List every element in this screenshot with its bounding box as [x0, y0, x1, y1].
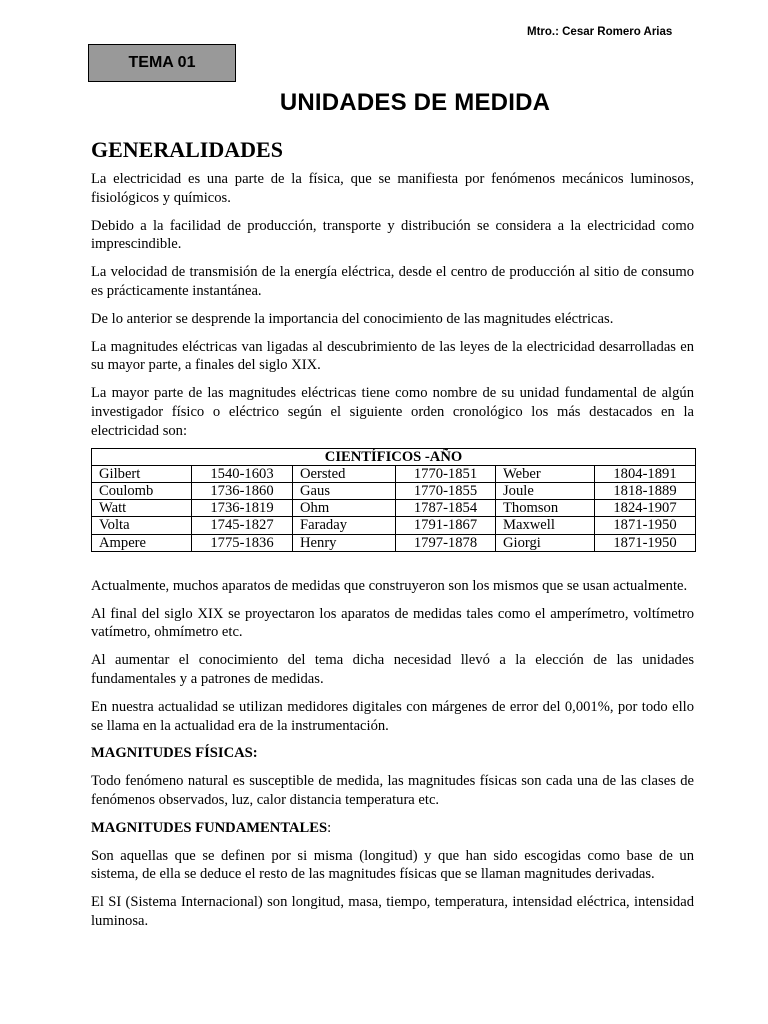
table-row [92, 482, 696, 499]
years-cell: 1787-1854 [396, 500, 496, 517]
scientist-name-cell: Giorgi [496, 534, 595, 551]
paragraph: De lo anterior se desprende la importancia del conocimiento de las magnitudes eléctricas. [91, 310, 614, 327]
subheading-magnitudes-fundamentales [91, 819, 694, 838]
topic-label: TEMA 01 [88, 44, 236, 82]
paragraph: La velocidad de transmisión de la energía eléctrica, desde el centro de producción al sitio de consumo es prácticamente instantánea. [91, 264, 694, 299]
years-cell: 1736-1860 [192, 482, 293, 499]
years-cell: 1871-1950 [595, 517, 696, 534]
scientist-name-cell: Henry [293, 534, 396, 551]
scientist-name-cell: Coulomb [92, 482, 192, 499]
subheading-colon: : [327, 819, 332, 836]
document-body [91, 136, 694, 940]
scientist-name-cell: Weber [496, 465, 595, 482]
scientist-name-cell: Ampere [92, 534, 192, 551]
paragraph: Actualmente, muchos aparatos de medidas que construyeron son los mismos que se usan actualmente. [91, 577, 688, 594]
table-header: CIENTÍFICOS -AÑO [92, 448, 696, 465]
years-cell: 1770-1855 [396, 482, 496, 499]
table-row [92, 534, 696, 551]
table-header-row [92, 448, 696, 465]
scientist-name-cell: Faraday [293, 517, 396, 534]
paragraph: Al final del siglo XIX se proyectaron los aparatos de medidas tales como el amperímetro, voltímetro vatímetro, ohmímetro etc. [91, 605, 694, 641]
years-cell: 1818-1889 [595, 482, 696, 499]
years-cell: 1745-1827 [192, 517, 293, 534]
paragraph: La electricidad es una parte de la física, que se manifiesta por fenómenos mecánicos luminosos, fisiológicos y químicos. [91, 171, 694, 206]
paragraph: Debido a la facilidad de producción, transporte y distribución se considera a la electricidad como imprescindible. [91, 217, 694, 253]
subheading-text: MAGNITUDES FUNDAMENTALES [91, 819, 328, 836]
years-cell: 1770-1851 [396, 465, 496, 482]
scientists-table [91, 448, 696, 552]
paragraph: En nuestra actualidad se utilizan medidores digitales con márgenes de error del 0,001%, por todo ello se llama en la actualidad era de la instrumentación. [91, 698, 694, 734]
scientist-name-cell: Volta [92, 517, 192, 534]
paragraph: Al aumentar el conocimiento del tema dicha necesidad llevó a la elección de las unidades fundamentales y a patrones de medidas. [91, 652, 694, 687]
table-row [92, 517, 696, 534]
table-row [92, 500, 696, 517]
years-cell: 1804-1891 [595, 465, 696, 482]
years-cell: 1775-1836 [192, 534, 293, 551]
years-cell: 1797-1878 [396, 534, 496, 551]
subheading-magnitudes-fisicas: MAGNITUDES FÍSICAS: [91, 745, 258, 762]
years-cell: 1540-1603 [192, 465, 293, 482]
scientist-name-cell: Gaus [293, 482, 396, 499]
scientist-name-cell: Watt [92, 500, 192, 517]
years-cell: 1791-1867 [396, 517, 496, 534]
paragraph: La mayor parte de las magnitudes eléctricas tiene como nombre de su unidad fundamental de algún investigador físico o eléctrico según el siguiente orden cronológico los más destacados en la electricidad son: [91, 385, 694, 439]
scientist-name-cell: Maxwell [496, 517, 595, 534]
page-title: UNIDADES DE MEDIDA [279, 89, 551, 116]
author-name: Mtro.: Cesar Romero Arias [527, 26, 673, 38]
scientist-name-cell: Thomson [496, 500, 595, 517]
years-cell: 1736-1819 [192, 500, 293, 517]
paragraph: La magnitudes eléctricas van ligadas al descubrimiento de las leyes de la electricidad desarrolladas en su mayor parte, a finales del siglo XIX. [91, 338, 694, 374]
section-title: GENERALIDADES [91, 137, 283, 162]
table-body [92, 465, 696, 551]
scientist-name-cell: Ohm [293, 500, 396, 517]
scientist-name-cell: Joule [496, 482, 595, 499]
paragraph: Son aquellas que se definen por si misma (longitud) y que han sido escogidas como base de un sistema, de ella se deduce el resto de las magnitudes físicas que se llaman magnitudes derivadas. [91, 847, 694, 883]
years-cell: 1871-1950 [595, 534, 696, 551]
scientist-name-cell: Gilbert [92, 465, 192, 482]
table-row [92, 465, 696, 482]
scientist-name-cell: Oersted [293, 465, 396, 482]
paragraph: Todo fenómeno natural es susceptible de medida, las magnitudes físicas son cada una de las clases de fenómenos observados, luz, calor distancia temperatura etc. [91, 773, 694, 808]
paragraph: El SI (Sistema Internacional) son longitud, masa, tiempo, temperatura, intensidad eléctrica, intensidad luminosa. [91, 894, 694, 929]
years-cell: 1824-1907 [595, 500, 696, 517]
